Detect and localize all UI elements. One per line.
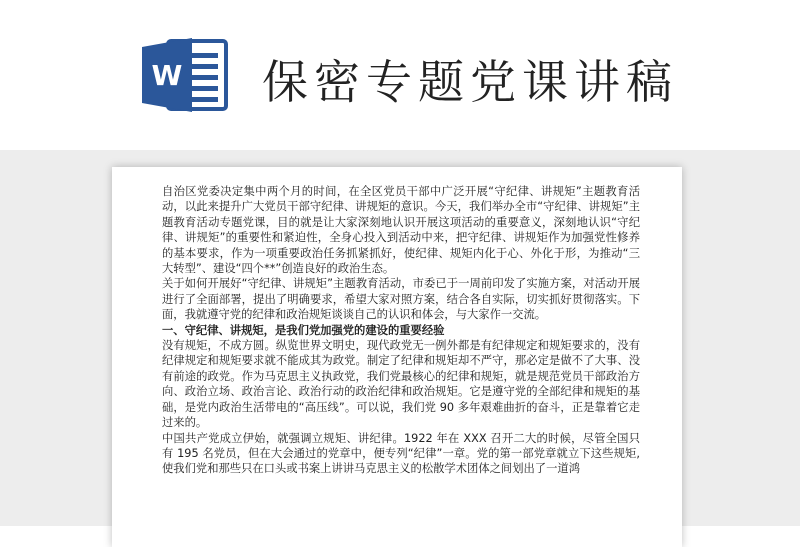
header bbox=[0, 0, 800, 150]
document-body bbox=[162, 184, 640, 477]
paragraph: 没有规矩，不成方圆。纵览世界文明史，现代政党无一例外都是有纪律规定和规矩要求的，没有纪律规定和规矩要求就不能成其为政党。制定了纪律和规矩却不严守，那必定是做不了大事、没有前途的政党。作为马克思主义执政党，我们党最核心的纪律和规矩，就是规范党员干部政治方向、政治立场、政治言论、政治行动的政治纪律和政治规矩。它是遵守党的全部纪律和规矩的基础，是党内政治生活带电的“高压线”。可以说，我们党 90 多年艰难曲折的奋斗，正是靠着它走过来的。 bbox=[162, 339, 640, 430]
document-page bbox=[112, 167, 682, 547]
paragraph: 中国共产党成立伊始，就强调立规矩、讲纪律。1922 年在 XXX 召开二大的时候，尽管全国只有 195 名党员，但在大会通过的党章中，便专列“纪律”一章。党的第一部党章就立下这些规矩, 使我们党和那些只在口头或书案上讲讲马克思主义的松散学术团体之间划出了一道鸿 bbox=[162, 431, 640, 476]
paragraph: 关于如何开展好“守纪律、讲规矩”主题教育活动，市委已于一周前印发了实施方案，对活动开展进行了全面部署，提出了明确要求，希望大家对照方案，结合各自实际，切实抓好贯彻落实。下面，我就遵守党的纪律和政治规矩谈谈自己的认识和体会，与大家作一交流。 bbox=[162, 277, 640, 322]
word-icon-letter: W bbox=[151, 59, 183, 92]
document-title: 保密专题党课讲稿 bbox=[262, 55, 678, 109]
word-document-icon bbox=[140, 35, 228, 115]
section-heading: 一、守纪律、讲规矩，是我们党加强党的建设的重要经验 bbox=[162, 323, 445, 337]
paragraph: 自治区党委决定集中两个月的时间，在全区党员干部中广泛开展“守纪律、讲规矩”主题教育活动，以此来提升广大党员干部守纪律、讲规矩的意识。今天，我们举办全市“守纪律、讲规矩”主题教育活动专题党课，目的就是让大家深刻地认识开展这项活动的重要意义，深刻地认识“守纪律、讲规矩”的重要性和紧迫性，全身心投入到活动中来，把守纪律、讲规矩作为加强党性修养的基本要求，作为一项重要政治任务抓紧抓好，使纪律、规矩内化于心、外化于形，为推动“三大转型”、建设“四个**”创造良好的政治生态。 bbox=[162, 185, 640, 276]
